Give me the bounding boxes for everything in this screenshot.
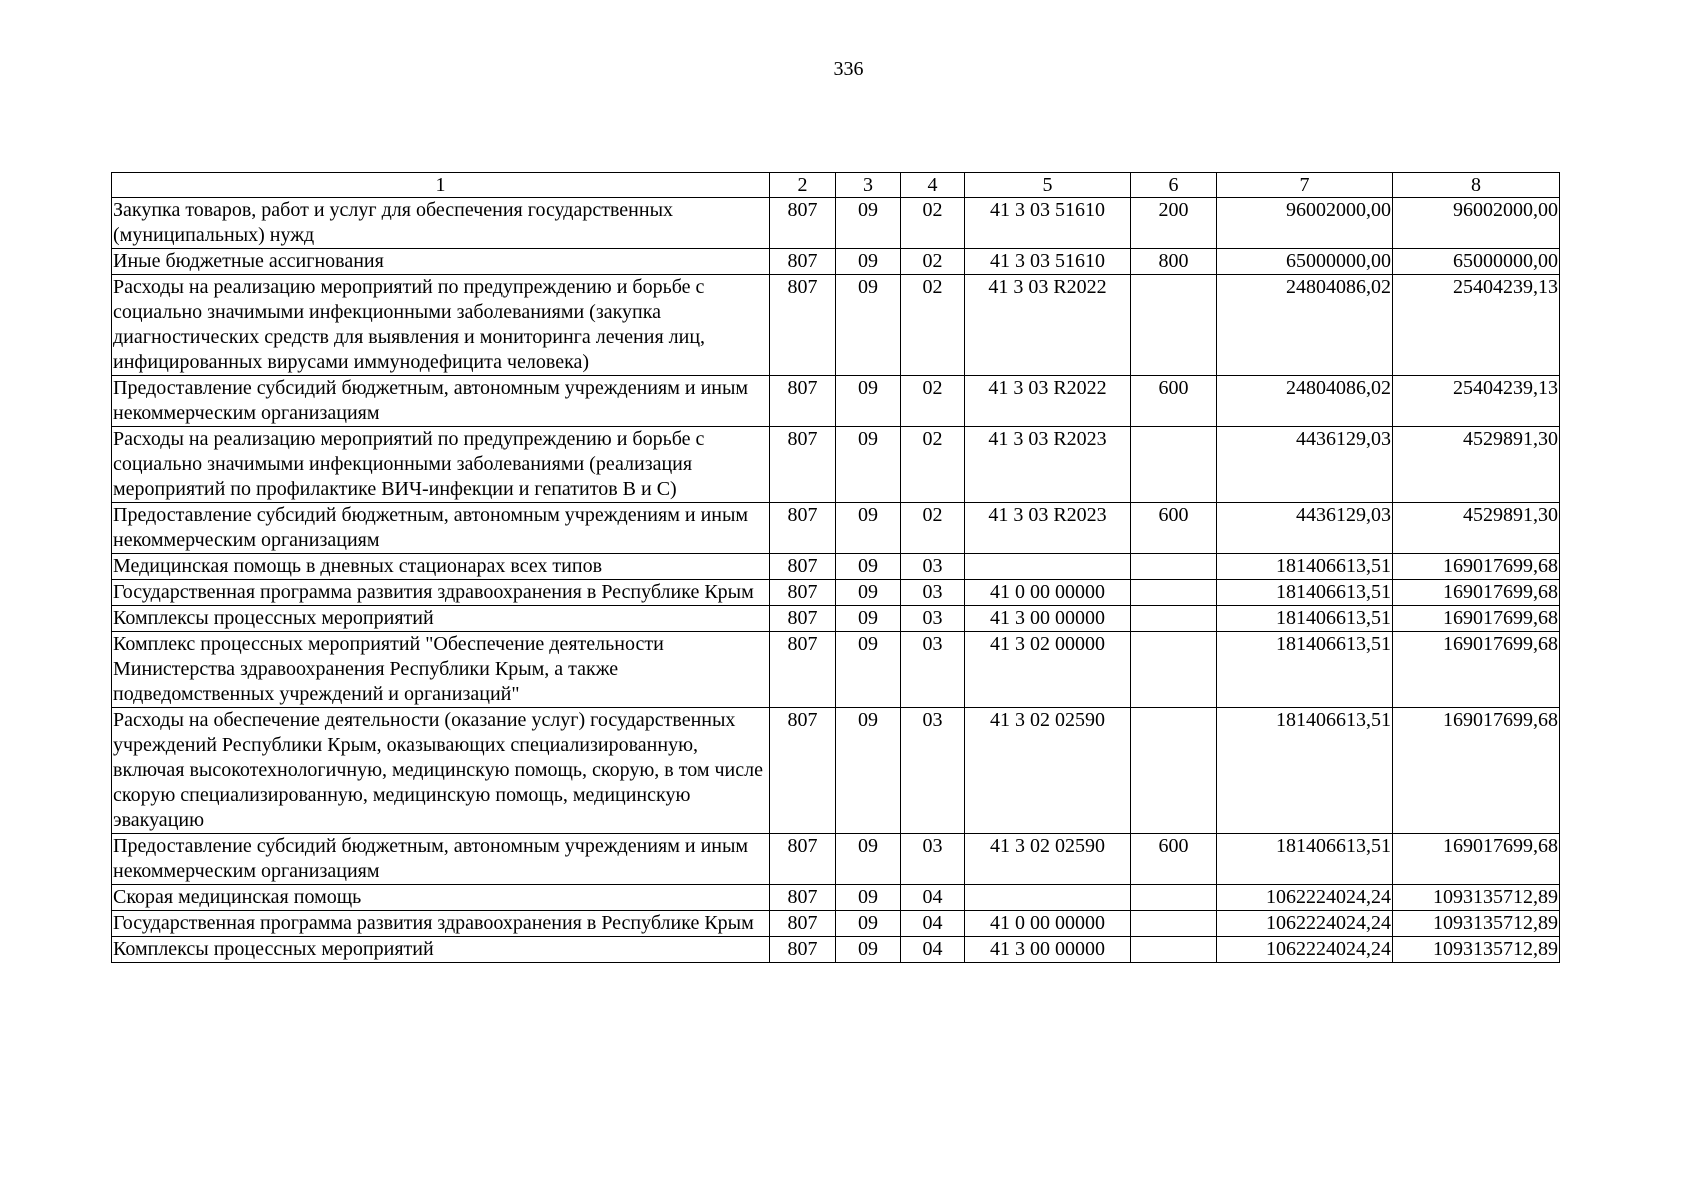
amount-year-1-cell: 65000000,00 (1217, 249, 1393, 275)
amount-year-2-cell: 65000000,00 (1393, 249, 1560, 275)
expense-type-cell (1131, 911, 1217, 937)
amount-year-2-cell: 25404239,13 (1393, 376, 1560, 427)
expense-type-cell (1131, 580, 1217, 606)
amount-year-2-cell: 169017699,68 (1393, 580, 1560, 606)
amount-year-1-cell: 1062224024,24 (1217, 885, 1393, 911)
section-code-cell: 09 (836, 503, 901, 554)
target-article-cell: 41 3 02 02590 (965, 834, 1131, 885)
target-article-cell: 41 3 00 00000 (965, 606, 1131, 632)
ministry-code-cell: 807 (770, 834, 836, 885)
ministry-code-cell: 807 (770, 885, 836, 911)
target-article-cell: 41 3 02 02590 (965, 708, 1131, 834)
ministry-code-cell: 807 (770, 606, 836, 632)
expense-type-cell: 200 (1131, 198, 1217, 249)
section-code-cell: 09 (836, 376, 901, 427)
ministry-code-cell: 807 (770, 503, 836, 554)
ministry-code-cell: 807 (770, 275, 836, 376)
amount-year-1-cell: 24804086,02 (1217, 376, 1393, 427)
expense-type-cell (1131, 427, 1217, 503)
target-article-cell: 41 3 03 51610 (965, 249, 1131, 275)
amount-year-1-cell: 4436129,03 (1217, 427, 1393, 503)
amount-year-2-cell: 96002000,00 (1393, 198, 1560, 249)
description-cell: Комплексы процессных мероприятий (112, 606, 770, 632)
amount-year-2-cell: 1093135712,89 (1393, 911, 1560, 937)
ministry-code-cell: 807 (770, 911, 836, 937)
description-cell: Государственная программа развития здравоохранения в Республике Крым (112, 911, 770, 937)
ministry-code-cell: 807 (770, 937, 836, 963)
amount-year-2-cell: 169017699,68 (1393, 834, 1560, 885)
table-body (112, 198, 1560, 963)
section-code-cell: 09 (836, 632, 901, 708)
expense-type-cell: 600 (1131, 376, 1217, 427)
description-cell: Иные бюджетные ассигнования (112, 249, 770, 275)
description-cell: Комплекс процессных мероприятий "Обеспечение деятельности Министерства здравоохранения Республики Крым, а также подведомственных учреждений и организаций" (112, 632, 770, 708)
expense-type-cell: 600 (1131, 834, 1217, 885)
description-cell: Расходы на обеспечение деятельности (оказание услуг) государственных учреждений Республики Крым, оказывающих специализированную, включая высокотехнологичную, медицинскую помощь, скорую, в том числе скорую специализированную, медицинскую помощь, медицинскую эвакуацию (112, 708, 770, 834)
expense-type-cell (1131, 554, 1217, 580)
table-row (112, 885, 1560, 911)
column-header: 8 (1393, 173, 1560, 198)
table-row (112, 427, 1560, 503)
amount-year-2-cell: 169017699,68 (1393, 606, 1560, 632)
description-cell: Расходы на реализацию мероприятий по предупреждению и борьбе с социально значимыми инфекционными заболеваниями (закупка диагностических средств для выявления и мониторинга лечения лиц, инфицированных вирусами иммунодефицита человека) (112, 275, 770, 376)
expense-type-cell (1131, 632, 1217, 708)
amount-year-1-cell: 181406613,51 (1217, 834, 1393, 885)
description-cell: Закупка товаров, работ и услуг для обеспечения государственных (муниципальных) нужд (112, 198, 770, 249)
table-row (112, 376, 1560, 427)
section-code-cell: 09 (836, 937, 901, 963)
description-cell: Предоставление субсидий бюджетным, автономным учреждениям и иным некоммерческим организациям (112, 503, 770, 554)
section-code-cell: 09 (836, 580, 901, 606)
budget-table (111, 172, 1560, 963)
subsection-code-cell: 04 (901, 911, 965, 937)
subsection-code-cell: 03 (901, 554, 965, 580)
amount-year-1-cell: 4436129,03 (1217, 503, 1393, 554)
amount-year-2-cell: 169017699,68 (1393, 708, 1560, 834)
column-header: 6 (1131, 173, 1217, 198)
description-cell: Комплексы процессных мероприятий (112, 937, 770, 963)
description-cell: Предоставление субсидий бюджетным, автономным учреждениям и иным некоммерческим организациям (112, 376, 770, 427)
section-code-cell: 09 (836, 708, 901, 834)
table-row (112, 275, 1560, 376)
section-code-cell: 09 (836, 885, 901, 911)
amount-year-1-cell: 181406613,51 (1217, 632, 1393, 708)
table-row (112, 911, 1560, 937)
subsection-code-cell: 03 (901, 580, 965, 606)
table-row (112, 606, 1560, 632)
subsection-code-cell: 03 (901, 632, 965, 708)
subsection-code-cell: 02 (901, 275, 965, 376)
expense-type-cell (1131, 606, 1217, 632)
expense-type-cell (1131, 937, 1217, 963)
table-row (112, 503, 1560, 554)
amount-year-2-cell: 1093135712,89 (1393, 937, 1560, 963)
target-article-cell: 41 3 02 00000 (965, 632, 1131, 708)
page-number: 336 (833, 58, 864, 80)
amount-year-2-cell: 25404239,13 (1393, 275, 1560, 376)
ministry-code-cell: 807 (770, 249, 836, 275)
description-cell: Предоставление субсидий бюджетным, автономным учреждениям и иным некоммерческим организациям (112, 834, 770, 885)
table-row (112, 249, 1560, 275)
amount-year-1-cell: 181406613,51 (1217, 580, 1393, 606)
amount-year-2-cell: 1093135712,89 (1393, 885, 1560, 911)
amount-year-1-cell: 1062224024,24 (1217, 937, 1393, 963)
amount-year-2-cell: 169017699,68 (1393, 554, 1560, 580)
expense-type-cell: 800 (1131, 249, 1217, 275)
section-code-cell: 09 (836, 275, 901, 376)
table-row (112, 937, 1560, 963)
target-article-cell (965, 554, 1131, 580)
target-article-cell: 41 0 00 00000 (965, 580, 1131, 606)
expense-type-cell (1131, 885, 1217, 911)
target-article-cell: 41 0 00 00000 (965, 911, 1131, 937)
ministry-code-cell: 807 (770, 198, 836, 249)
target-article-cell: 41 3 03 51610 (965, 198, 1131, 249)
subsection-code-cell: 03 (901, 708, 965, 834)
column-header: 3 (836, 173, 901, 198)
table-header-row (112, 173, 1560, 198)
amount-year-1-cell: 181406613,51 (1217, 554, 1393, 580)
expense-type-cell: 600 (1131, 503, 1217, 554)
subsection-code-cell: 02 (901, 376, 965, 427)
table-row (112, 708, 1560, 834)
section-code-cell: 09 (836, 911, 901, 937)
target-article-cell: 41 3 03 R2023 (965, 427, 1131, 503)
description-cell: Государственная программа развития здравоохранения в Республике Крым (112, 580, 770, 606)
description-cell: Скорая медицинская помощь (112, 885, 770, 911)
section-code-cell: 09 (836, 249, 901, 275)
subsection-code-cell: 02 (901, 198, 965, 249)
section-code-cell: 09 (836, 834, 901, 885)
column-header: 4 (901, 173, 965, 198)
ministry-code-cell: 807 (770, 708, 836, 834)
table-row (112, 834, 1560, 885)
subsection-code-cell: 02 (901, 427, 965, 503)
target-article-cell: 41 3 03 R2022 (965, 376, 1131, 427)
target-article-cell: 41 3 03 R2022 (965, 275, 1131, 376)
target-article-cell (965, 885, 1131, 911)
column-header: 2 (770, 173, 836, 198)
ministry-code-cell: 807 (770, 632, 836, 708)
ministry-code-cell: 807 (770, 554, 836, 580)
ministry-code-cell: 807 (770, 580, 836, 606)
ministry-code-cell: 807 (770, 427, 836, 503)
amount-year-1-cell: 96002000,00 (1217, 198, 1393, 249)
section-code-cell: 09 (836, 606, 901, 632)
expense-type-cell (1131, 708, 1217, 834)
amount-year-1-cell: 181406613,51 (1217, 708, 1393, 834)
section-code-cell: 09 (836, 198, 901, 249)
expense-type-cell (1131, 275, 1217, 376)
amount-year-1-cell: 1062224024,24 (1217, 911, 1393, 937)
column-header: 1 (112, 173, 770, 198)
table-row (112, 554, 1560, 580)
subsection-code-cell: 02 (901, 503, 965, 554)
section-code-cell: 09 (836, 427, 901, 503)
ministry-code-cell: 807 (770, 376, 836, 427)
amount-year-2-cell: 4529891,30 (1393, 427, 1560, 503)
column-header: 7 (1217, 173, 1393, 198)
amount-year-2-cell: 169017699,68 (1393, 632, 1560, 708)
description-cell: Расходы на реализацию мероприятий по предупреждению и борьбе с социально значимыми инфекционными заболеваниями (реализация мероприятий по профилактике ВИЧ-инфекции и гепатитов В и С) (112, 427, 770, 503)
description-cell: Медицинская помощь в дневных стационарах всех типов (112, 554, 770, 580)
target-article-cell: 41 3 00 00000 (965, 937, 1131, 963)
section-code-cell: 09 (836, 554, 901, 580)
subsection-code-cell: 03 (901, 834, 965, 885)
subsection-code-cell: 02 (901, 249, 965, 275)
amount-year-1-cell: 181406613,51 (1217, 606, 1393, 632)
table-row (112, 580, 1560, 606)
amount-year-2-cell: 4529891,30 (1393, 503, 1560, 554)
amount-year-1-cell: 24804086,02 (1217, 275, 1393, 376)
subsection-code-cell: 04 (901, 937, 965, 963)
table-row (112, 632, 1560, 708)
column-header: 5 (965, 173, 1131, 198)
subsection-code-cell: 04 (901, 885, 965, 911)
subsection-code-cell: 03 (901, 606, 965, 632)
target-article-cell: 41 3 03 R2023 (965, 503, 1131, 554)
table-row (112, 198, 1560, 249)
